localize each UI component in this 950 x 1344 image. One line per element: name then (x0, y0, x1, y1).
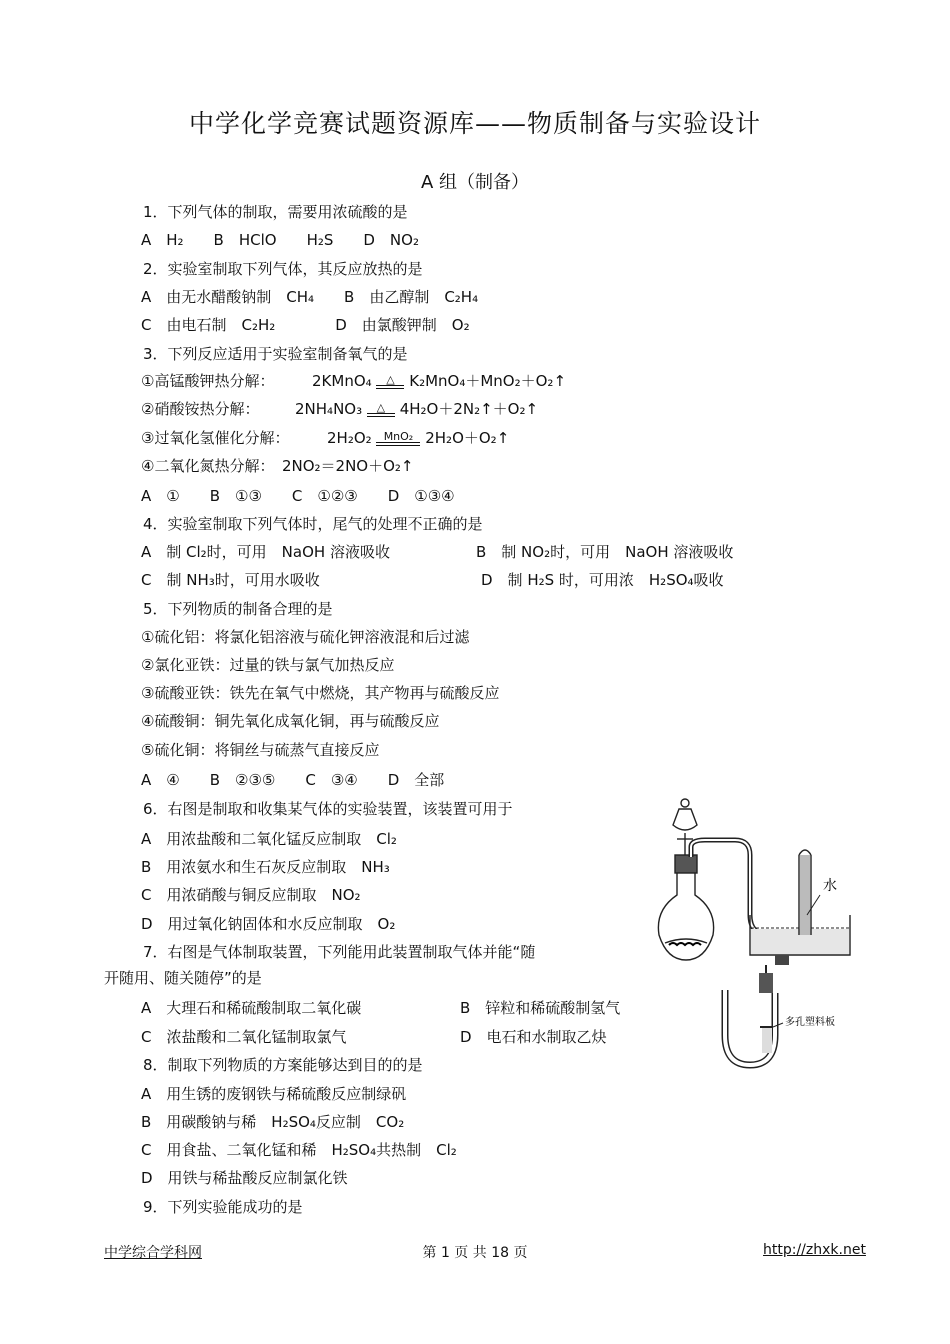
round-flask (658, 855, 713, 960)
equation-right: 4H₂O＋2N₂↑＋O₂↑ (399, 400, 539, 418)
equation-right: K₂MnO₄＋MnO₂＋O₂↑ (409, 372, 567, 390)
question-7-option-d: D 电石和水制取乙炔 (460, 1028, 607, 1046)
question-5-item-3: ③硫酸亚铁：铁先在氧气中燃烧，其产物再与硫酸反应 (141, 684, 500, 702)
heat-condition: △ (376, 374, 404, 389)
question-9: 9．下列实验能成功的是 (143, 1198, 303, 1216)
question-6-option-d: D 用过氧化钠固体和水反应制取 O₂ (141, 915, 396, 933)
question-8-option-d: D 用铁与稀盐酸反应制氯化铁 (141, 1169, 348, 1187)
collecting-tube (799, 850, 811, 935)
question-4-option-d: D 制 H₂S 时，可用浓 H₂SO₄吸收 (481, 571, 724, 589)
question-2-options-ab: A 由无水醋酸钠制 CH₄ B 由乙醇制 C₂H₄ (141, 288, 479, 306)
question-8-option-a: A 用生锈的废钢铁与稀硫酸反应制绿矾 (141, 1085, 407, 1103)
footer-url-link[interactable]: http://zhxk.net (763, 1242, 866, 1258)
question-8-option-c: C 用食盐、二氧化锰和稀 H₂SO₄共热制 Cl₂ (141, 1141, 457, 1159)
footer-site-link[interactable]: 中学综合学科网 (104, 1245, 202, 1261)
question-4-option-a: A 制 Cl₂时，可用 NaOH 溶液吸收 (141, 543, 390, 561)
question-5-item-4: ④硫酸铜：铜先氧化成氧化铜，再与硫酸反应 (141, 712, 440, 730)
stand (775, 955, 789, 965)
item-label: ②硝酸铵热分解： (141, 400, 260, 418)
footer-page-number: 第 1 页 共 18 页 (422, 1245, 528, 1261)
question-4: 4．实验室制取下列气体时，尾气的处理不正确的是 (143, 515, 483, 533)
question-7-option-a: A 大理石和稀硫酸制取二氧化碳 (141, 999, 362, 1017)
question-4-option-b: B 制 NO₂时，可用 NaOH 溶液吸收 (476, 543, 734, 561)
question-5-item-2: ②氯化亚铁：过量的铁与氯气加热反应 (141, 656, 395, 674)
question-4-option-c: C 制 NH₃时，可用水吸收 (141, 571, 320, 589)
question-7-line-2: 开随用、随关随停”的是 (104, 969, 262, 987)
question-3-item-1 (141, 371, 566, 391)
catalyst-condition: MnO₂ (376, 431, 420, 446)
question-5-item-5: ⑤硫化铜：将铜丝与硫蒸气直接反应 (141, 741, 380, 759)
delivery-tube (691, 840, 805, 935)
label-porous-plate: 多孔塑料板 (785, 1017, 835, 1028)
question-3-options: A ① B ①③ C ①②③ D ①③④ (141, 487, 455, 505)
question-6-option-c: C 用浓硝酸与铜反应制取 NO₂ (141, 886, 361, 904)
item-label: ③过氧化氢催化分解： (141, 429, 290, 447)
question-8-option-b: B 用碳酸钠与稀 H₂SO₄反应制 CO₂ (141, 1113, 405, 1131)
question-7-option-b: B 锌粒和稀硫酸制氢气 (460, 999, 621, 1017)
equation-left: 2KMnO₄ (312, 372, 372, 390)
item-label: ①高锰酸钾热分解： (141, 372, 275, 390)
equation-left: 2NH₄NO₃ (295, 400, 363, 418)
question-2: 2．实验室制取下列气体，其反应放热的是 (143, 260, 423, 278)
u-tube (725, 965, 775, 1065)
question-3-item-4: ④二氧化氮热分解： 2NO₂＝2NO＋O₂↑ (141, 457, 414, 475)
question-1-options: A H₂ B HClO H₂S D NO₂ (141, 231, 419, 249)
question-8: 8．制取下列物质的方案能够达到目的的是 (143, 1056, 423, 1074)
apparatus-figure (655, 795, 855, 1075)
equation-left: 2H₂O₂ (327, 429, 372, 447)
question-6-option-b: B 用浓氨水和生石灰反应制取 NH₃ (141, 858, 390, 876)
question-2-options-cd: C 由电石制 C₂H₂ D 由氯酸钾制 O₂ (141, 316, 470, 334)
apparatus-diagram (655, 795, 855, 1075)
question-7-option-c: C 浓盐酸和二氧化锰制取氯气 (141, 1028, 347, 1046)
label-water: 水 (823, 878, 837, 894)
question-1: 1．下列气体的制取，需要用浓硫酸的是 (143, 203, 408, 221)
document-title: 中学化学竞赛试题资源库——物质制备与实验设计 (188, 109, 761, 138)
question-6: 6．右图是制取和收集某气体的实验装置，该装置可用于 (143, 800, 513, 818)
question-5: 5．下列物质的制备合理的是 (143, 600, 333, 618)
section-heading: A 组（制备） (420, 172, 530, 193)
question-7-line-1: 7．右图是气体制取装置，下列能用此装置制取气体并能“随 (143, 943, 536, 961)
question-3-item-3 (141, 428, 509, 448)
equation-right: 2H₂O＋O₂↑ (425, 429, 510, 447)
question-5-item-1: ①硫化铝：将氯化铝溶液与硫化钾溶液混和后过滤 (141, 628, 470, 646)
question-6-option-a: A 用浓盐酸和二氧化锰反应制取 Cl₂ (141, 830, 397, 848)
question-5-options: A ④ B ②③⑤ C ③④ D 全部 (141, 771, 445, 789)
question-3: 3．下列反应适用于实验室制备氧气的是 (143, 345, 408, 363)
heat-condition: △ (367, 402, 395, 417)
question-3-item-2 (141, 399, 538, 419)
